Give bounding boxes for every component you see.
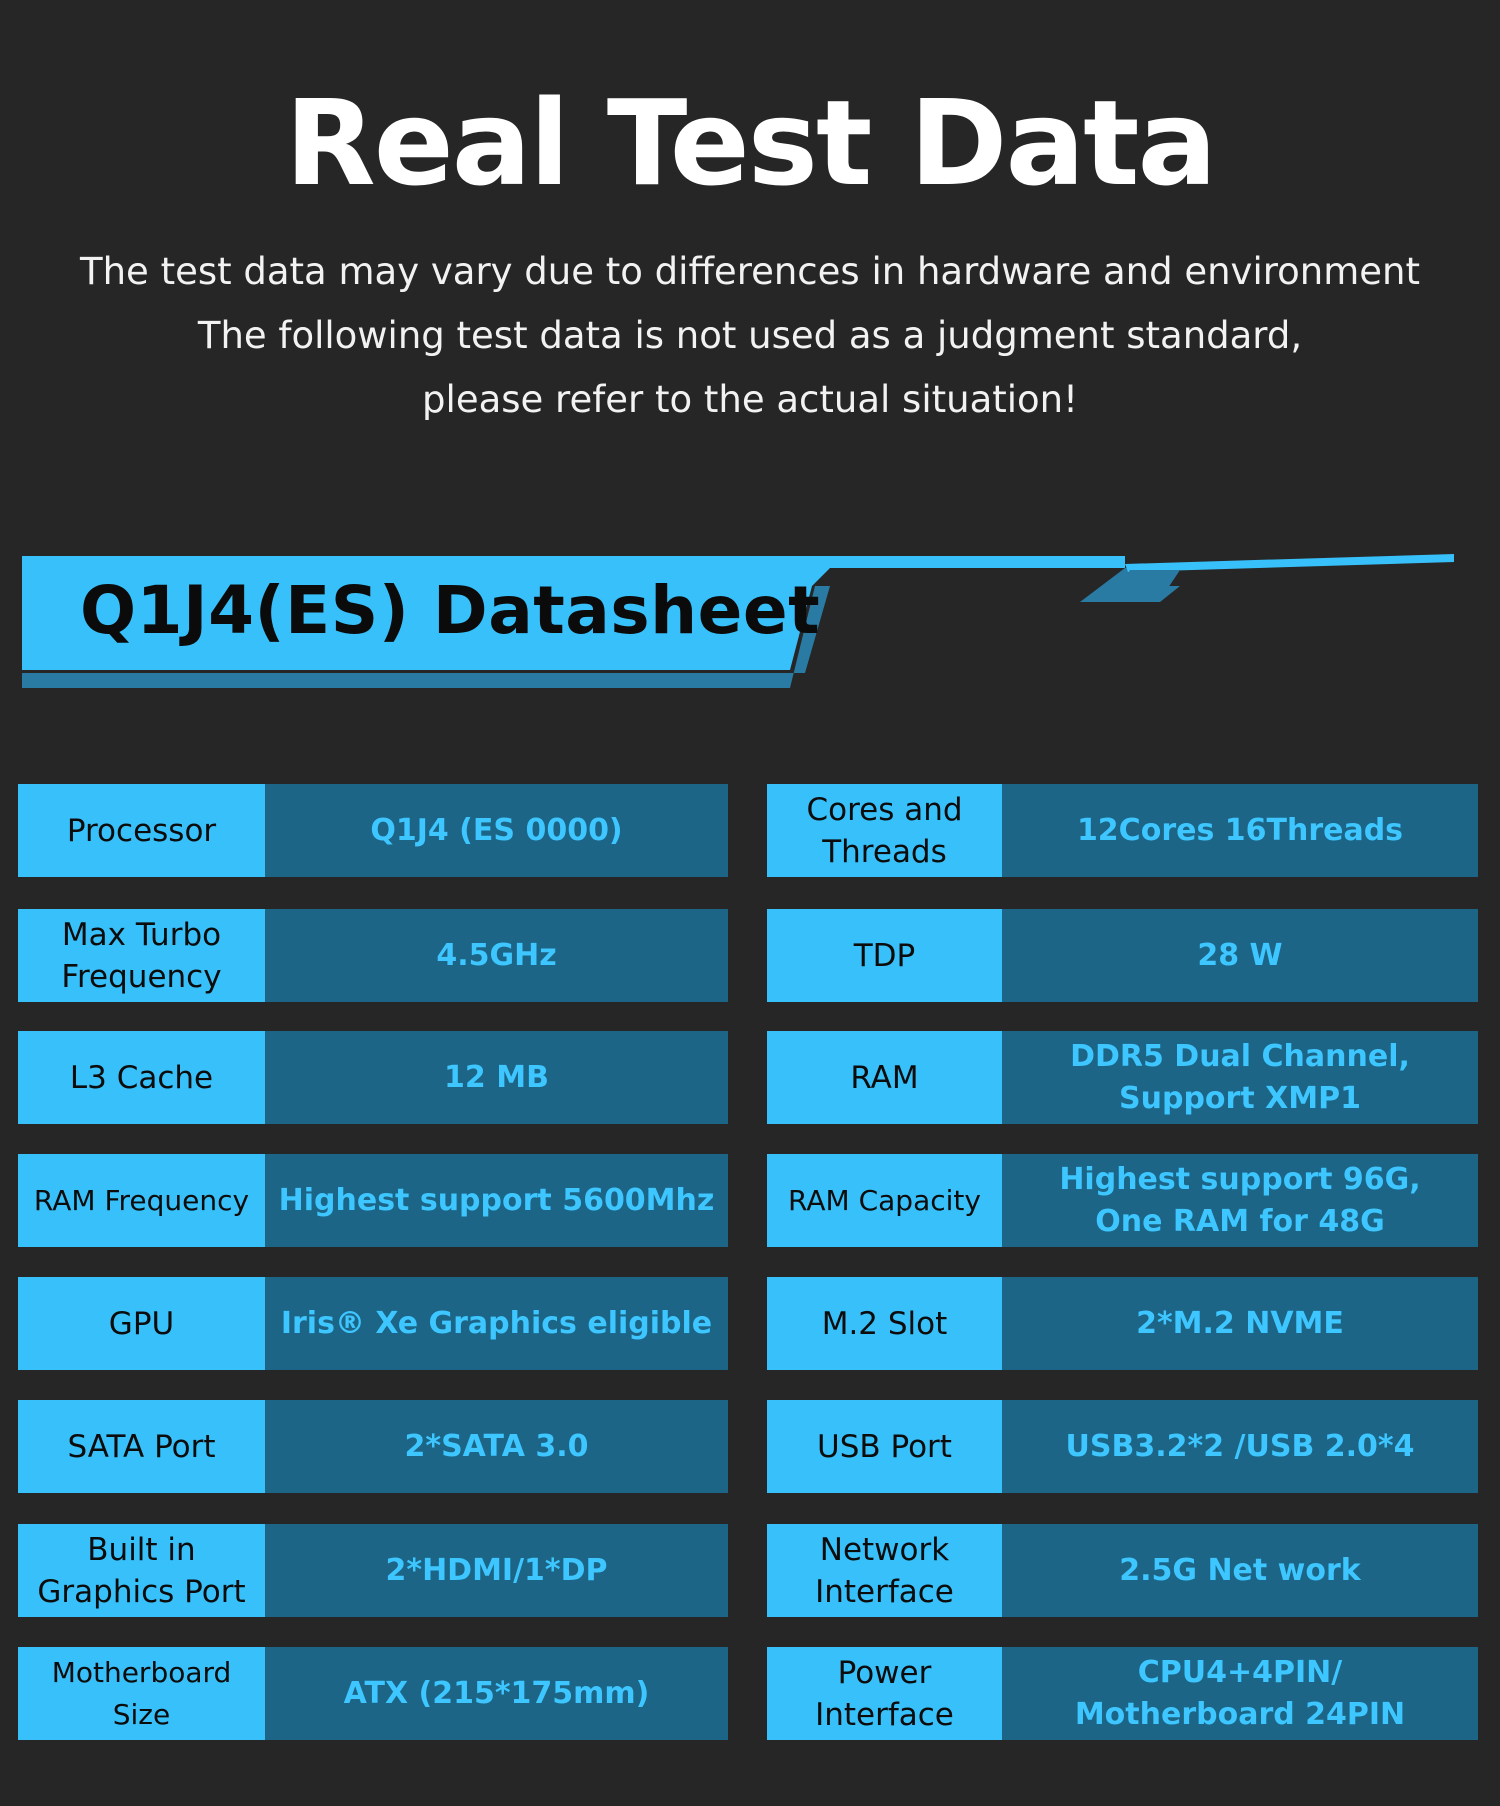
spec-value-text: 2*HDMI/1*DP — [385, 1552, 608, 1588]
spec-label — [767, 909, 1002, 1002]
spec-value — [265, 909, 728, 1002]
spec-value-text: 2*SATA 3.0 — [404, 1428, 589, 1464]
spec-value-text: 2.5G Net work — [1119, 1552, 1361, 1588]
spec-value-text: Iris® Xe Graphics eligible — [280, 1305, 713, 1341]
spec-value — [265, 1524, 728, 1617]
spec-row — [18, 1647, 1478, 1740]
spec-label-text: RAM — [850, 1059, 919, 1096]
spec-value-text: 28 W — [1197, 937, 1283, 973]
spec-value — [1002, 1277, 1478, 1370]
spec-row — [18, 1524, 1478, 1617]
spec-label — [18, 1031, 265, 1124]
spec-row — [18, 784, 1478, 877]
spec-row — [18, 1031, 1478, 1124]
spec-value — [265, 1154, 728, 1247]
spec-value — [265, 784, 728, 877]
spec-value-text: 2*M.2 NVME — [1136, 1305, 1344, 1341]
spec-label — [18, 1524, 265, 1617]
spec-label-text: Power Interface — [815, 1654, 954, 1733]
spec-value-text: Highest support 5600Mhz — [278, 1182, 715, 1218]
spec-value — [1002, 909, 1478, 1002]
spec-value — [1002, 784, 1478, 877]
datasheet-title: Q1J4(ES) Datasheet — [80, 572, 821, 649]
spec-label — [18, 784, 265, 877]
spec-label-text: SATA Port — [67, 1428, 216, 1465]
spec-label-text: RAM Capacity — [788, 1183, 981, 1217]
spec-label-text: Max Turbo Frequency — [61, 916, 222, 995]
spec-label-text: Network Interface — [815, 1531, 954, 1610]
spec-value-text: 12 MB — [444, 1059, 549, 1095]
spec-row — [18, 909, 1478, 1002]
spec-label-text: GPU — [108, 1305, 175, 1342]
subtitle-line-3: please refer to the actual situation! — [422, 378, 1078, 421]
spec-label — [18, 1154, 265, 1247]
spec-label-text: Motherboard Size — [51, 1655, 232, 1731]
spec-label-text: Processor — [66, 812, 217, 849]
spec-label-text: RAM Frequency — [33, 1183, 250, 1217]
spec-label — [767, 1647, 1002, 1740]
spec-label — [767, 784, 1002, 877]
spec-value — [265, 1400, 728, 1493]
spec-value — [1002, 1524, 1478, 1617]
spec-value-text: 4.5GHz — [436, 937, 557, 973]
spec-label — [767, 1031, 1002, 1124]
spec-label — [767, 1524, 1002, 1617]
spec-value — [1002, 1647, 1478, 1740]
spec-value-text: USB3.2*2 /USB 2.0*4 — [1065, 1428, 1415, 1464]
spec-label-text: M.2 Slot — [821, 1305, 948, 1342]
spec-label-text: TDP — [853, 937, 916, 974]
spec-label — [18, 909, 265, 1002]
spec-label — [18, 1647, 265, 1740]
spec-row — [18, 1277, 1478, 1370]
page-title: Real Test Data — [284, 74, 1216, 212]
spec-label — [767, 1400, 1002, 1493]
spec-label — [18, 1277, 265, 1370]
spec-value-text: CPU4+4PIN/ Motherboard 24PIN — [1074, 1654, 1406, 1732]
spec-value-text: Q1J4 (ES 0000) — [370, 812, 623, 848]
spec-value — [1002, 1400, 1478, 1493]
spec-value — [265, 1647, 728, 1740]
page-subtitle — [0, 240, 1500, 432]
spec-row — [18, 1400, 1478, 1493]
spec-label — [767, 1277, 1002, 1370]
spec-label-text: L3 Cache — [69, 1059, 214, 1096]
spec-value — [265, 1277, 728, 1370]
subtitle-line-2: The following test data is not used as a judgment standard, — [197, 314, 1303, 357]
spec-value — [265, 1031, 728, 1124]
spec-label — [18, 1400, 265, 1493]
spec-value-text: DDR5 Dual Channel, Support XMP1 — [1070, 1038, 1410, 1116]
spec-value — [1002, 1031, 1478, 1124]
spec-value — [1002, 1154, 1478, 1247]
spec-value-text: ATX (215*175mm) — [343, 1675, 650, 1711]
spec-value-text: 12Cores 16Threads — [1076, 812, 1404, 848]
spec-row — [18, 1154, 1478, 1247]
spec-value-text: Highest support 96G, One RAM for 48G — [1059, 1161, 1421, 1239]
spec-label-text: Cores and Threads — [806, 791, 963, 870]
spec-label — [767, 1154, 1002, 1247]
spec-label-text: Built in Graphics Port — [37, 1531, 246, 1610]
datasheet-banner — [0, 548, 1500, 698]
subtitle-line-1: The test data may vary due to differences in hardware and environment — [80, 250, 1420, 293]
spec-label-text: USB Port — [817, 1428, 952, 1465]
